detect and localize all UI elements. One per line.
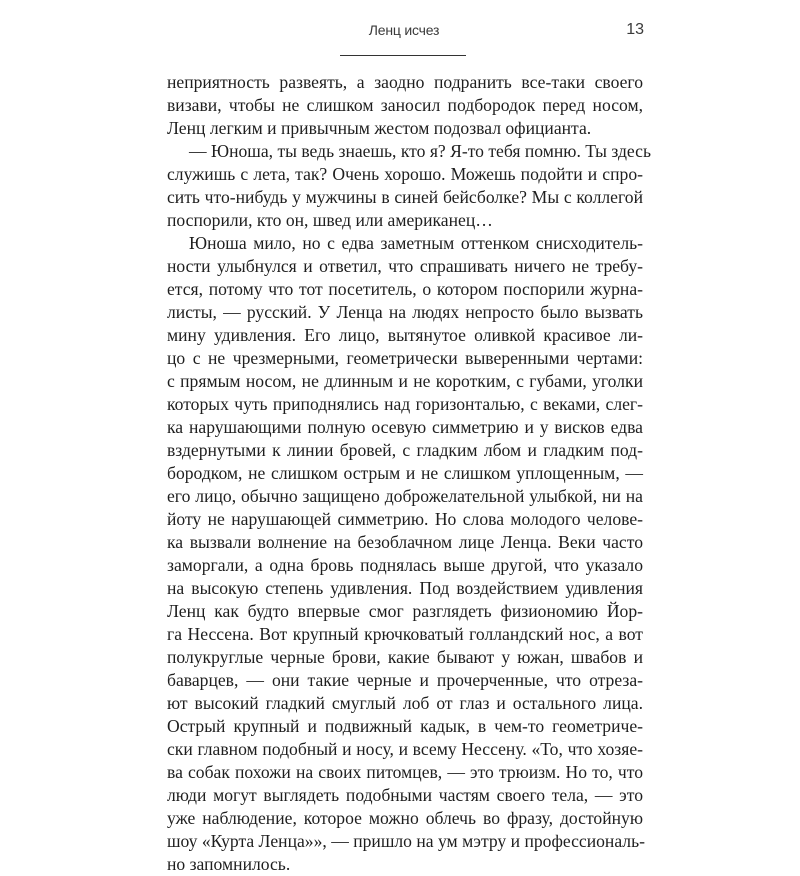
text-line: ка вызвали волнение на безоблачном лице Ленца. Веки часто — [167, 532, 643, 552]
text-line: шоу «Курта Ленца»», — пришло на ум мэтру и профессиональ- — [167, 831, 645, 851]
text-line: йоту не нарушающей симметрию. Но слова молодого челове- — [167, 509, 643, 529]
text-line: ски главном подобный и носу, и всему Нессену. «То, что хозяе- — [167, 739, 643, 759]
text-line: уже наблюдение, которое можно облечь во фразу, достойную — [167, 808, 643, 828]
text-line: ности улыбнулся и ответил, что спрашивать ничего не требу- — [167, 256, 643, 276]
text-line: заморгали, а одна бровь поднялась выше другой, что указало — [167, 555, 643, 575]
text-line: служишь с лета, так? Очень хорошо. Можешь подойти и спро- — [167, 164, 643, 184]
text-line: но запомнилось. — [167, 854, 291, 874]
text-line: ют высокий гладкий смуглый лоб от глаз и остального лица. — [167, 693, 643, 713]
text-line: на высокую степень удивления. Под воздействием удивления — [167, 578, 643, 598]
text-line: бородком, не слишком острым и не слишком уплощенным, — — [167, 463, 643, 483]
text-line: Юноша мило, но с едва заметным оттенком снисходитель- — [189, 233, 643, 253]
text-line: листы, — русский. У Ленца на людях непросто было вызвать — [167, 302, 643, 322]
text-line: Острый крупный и подвижный кадык, в чем-то геометриче- — [167, 716, 643, 736]
page-number: 13 — [626, 21, 644, 38]
running-title: Ленц исчез — [368, 22, 440, 38]
text-line: ется, потому что тот посетитель, о котором поспорили журна- — [167, 279, 643, 299]
text-line: его лицо, обычно защищено доброжелательной улыбкой, ни на — [167, 486, 643, 506]
text-line: вздернутыми к линии бровей, с гладким лбом и гладким под- — [167, 440, 643, 460]
text-line: Ленц как будто впервые смог разглядеть физиономию Йор- — [167, 601, 643, 621]
text-line: визави, чтобы не слишком заносил подбородок перед носом, — [167, 95, 643, 115]
text-line: поспорили, кто он, швед или американец… — [167, 210, 493, 230]
text-line: ва собак похожи на своих питомцев, — это трюизм. Но то, что — [167, 762, 643, 782]
text-line: — Юноша, ты ведь знаешь, кто я? Я-то тебя помню. Ты здесь — [189, 141, 651, 161]
text-line: ка нарушающими полную осевую симметрию и у висков едва — [167, 417, 643, 437]
text-line: цо с не чрезмерными, геометрически выверенными чертами: — [167, 348, 643, 368]
text-line: полукруглые черные брови, какие бывают у южан, швабов и — [167, 647, 643, 667]
text-line: сить что-нибудь у мужчины в синей бейсболке? Мы с коллегой — [167, 187, 643, 207]
text-line: которых чуть приподнялись над горизонталью, с веками, слег- — [167, 394, 643, 414]
text-line: мину удивления. Его лицо, вытянутое оливкой красивое ли- — [167, 325, 643, 345]
text-line: га Нессена. Вот крупный крючковатый голландский нос, а вот — [167, 624, 643, 644]
body-text — [167, 71, 651, 876]
header-rule — [340, 55, 466, 56]
text-line: Ленц легким и привычным жестом подозвал официанта. — [167, 118, 592, 138]
text-line: неприятность развеять, а заодно подранить все-таки своего — [167, 72, 643, 92]
text-line: с прямым носом, не длинным и не коротким, с губами, уголки — [167, 371, 643, 391]
text-line: баварцев, — они такие черные и прочерченные, что отреза- — [167, 670, 643, 690]
text-line: люди могут выглядеть подобными частям своего тела, — это — [167, 785, 643, 805]
